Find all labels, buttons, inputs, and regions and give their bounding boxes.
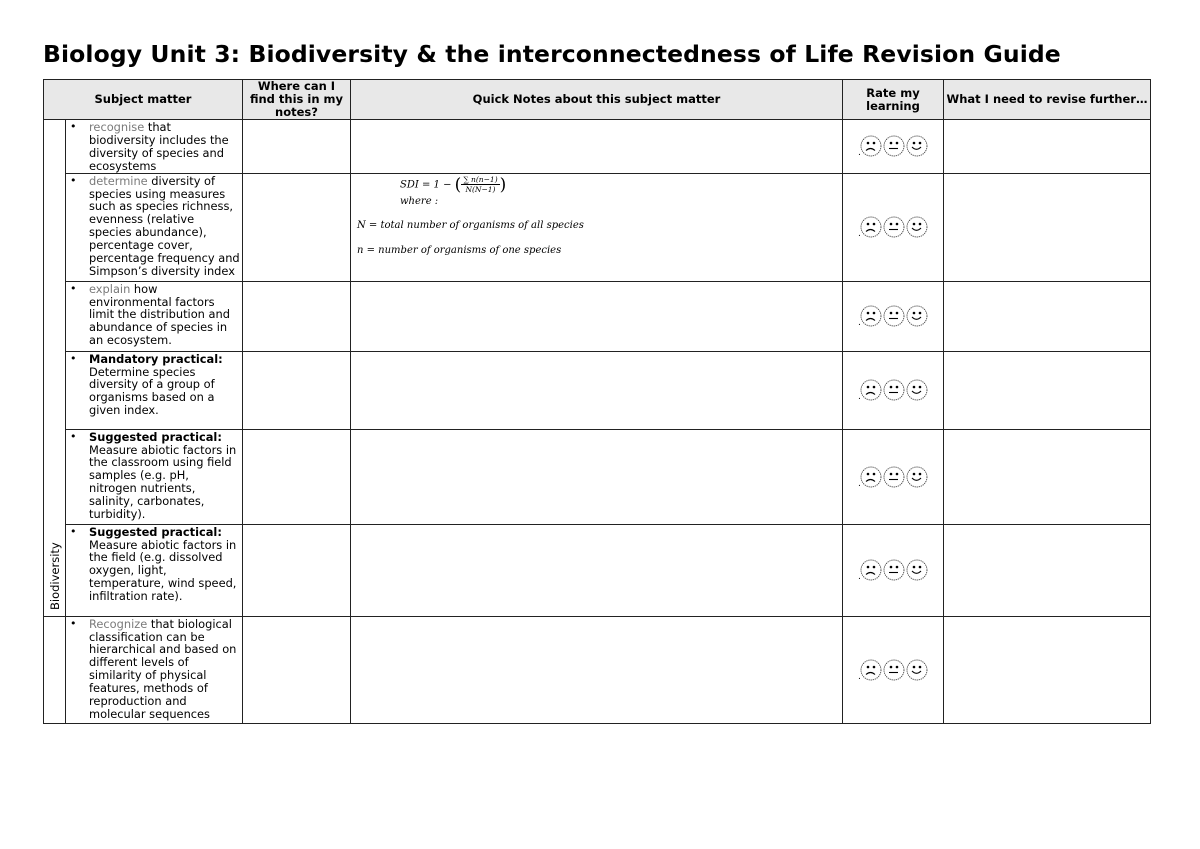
where-cell[interactable] — [243, 429, 351, 524]
rate-cell — [843, 120, 944, 174]
rating-dot: . — [858, 671, 861, 682]
happy-face-icon[interactable] — [906, 466, 928, 492]
where-cell[interactable] — [243, 120, 351, 174]
table-row — [44, 524, 1151, 616]
rate-cell — [843, 173, 944, 281]
subject-cell: • Suggested practical: Measure abiotic factors in the field (e.g. dissolved oxygen, light, temperature, wind speed, infiltration rate). — [66, 524, 243, 616]
rating-dot: . — [858, 391, 861, 402]
page-title: Biology Unit 3: Biodiversity & the interconnectedness of Life Revision Guide — [43, 40, 1061, 68]
rate-cell — [843, 351, 944, 429]
revise-cell[interactable] — [944, 351, 1151, 429]
formula-definition-n-species: n = number of organisms of one species — [357, 244, 562, 256]
topic-label: Biodiversity — [47, 541, 62, 610]
table-row — [44, 429, 1151, 524]
rating-faces — [860, 305, 928, 331]
header-notes: Quick Notes about this subject matter — [351, 80, 843, 120]
topic-cell — [44, 120, 66, 617]
rate-cell — [843, 281, 944, 351]
sdi-formula: SDI = 1 − ( $\frac{\sum n(n-1)}{N(N-1)}$ ) — [400, 174, 507, 195]
rating-dot: . — [858, 228, 861, 239]
notes-cell[interactable] — [351, 120, 843, 174]
revise-cell[interactable] — [944, 429, 1151, 524]
happy-face-icon[interactable] — [906, 559, 928, 585]
rating-faces — [860, 466, 928, 492]
subject-cell: • recognise that biodiversity includes the diversity of species and ecosystems — [66, 120, 243, 174]
revise-cell[interactable] — [944, 173, 1151, 281]
rating-dot: . — [858, 148, 861, 158]
rate-cell — [843, 524, 944, 616]
subject-cell: • determine diversity of species using measures such as species richness, evenness (relative species abundance), percentage cover, percentage frequency and Simpson’s diversity index — [66, 173, 243, 281]
rating-dot: . — [858, 478, 861, 489]
header-subject: Subject matter — [44, 80, 243, 120]
notes-cell[interactable] — [351, 524, 843, 616]
where-cell[interactable] — [243, 173, 351, 281]
where-cell[interactable] — [243, 616, 351, 723]
rating-faces — [860, 379, 928, 405]
revise-cell[interactable] — [944, 281, 1151, 351]
notes-cell[interactable] — [351, 616, 843, 723]
revision-table — [43, 79, 1151, 724]
sad-face-icon[interactable] — [860, 559, 882, 585]
subject-cell: • Suggested practical: Measure abiotic factors in the classroom using field samples (e.g. pH, nitrogen nutrients, salinity, carbonates, turbidity). — [66, 429, 243, 524]
neutral-face-icon[interactable] — [883, 659, 905, 685]
happy-face-icon[interactable] — [906, 305, 928, 331]
sad-face-icon[interactable] — [860, 466, 882, 492]
header-where: Where can I find this in my notes? — [243, 80, 351, 120]
neutral-face-icon[interactable] — [883, 305, 905, 331]
happy-face-icon[interactable] — [906, 659, 928, 685]
revise-cell[interactable] — [944, 524, 1151, 616]
revise-cell[interactable] — [944, 616, 1151, 723]
rating-faces — [860, 559, 928, 585]
rating-dot: . — [858, 571, 861, 582]
where-cell[interactable] — [243, 281, 351, 351]
table-row — [44, 351, 1151, 429]
header-rate: Rate my learning — [843, 80, 944, 120]
header-revise: What I need to revise further… — [944, 80, 1151, 120]
notes-cell[interactable] — [351, 351, 843, 429]
where-cell[interactable] — [243, 524, 351, 616]
rating-faces — [860, 216, 928, 242]
subject-cell: • Recognize that biological classification can be hierarchical and based on different levels of similarity of physical features, methods of reproduction and molecular sequences — [66, 616, 243, 723]
neutral-face-icon[interactable] — [883, 135, 905, 161]
sad-face-icon[interactable] — [860, 135, 882, 161]
happy-face-icon[interactable] — [906, 216, 928, 242]
notes-cell[interactable] — [351, 281, 843, 351]
topic-cell — [44, 616, 66, 723]
happy-face-icon[interactable] — [906, 135, 928, 161]
rating-faces — [860, 135, 928, 161]
where-cell[interactable] — [243, 351, 351, 429]
neutral-face-icon[interactable] — [883, 559, 905, 585]
formula-where: where : — [400, 195, 439, 207]
sad-face-icon[interactable] — [860, 305, 882, 331]
subject-cell: • Mandatory practical: Determine species diversity of a group of organisms based on a given index. — [66, 351, 243, 429]
notes-cell[interactable] — [351, 429, 843, 524]
table-row — [44, 616, 1151, 723]
rating-dot: . — [858, 317, 861, 328]
formula-definition-n-total: N = total number of organisms of all species — [357, 219, 584, 231]
neutral-face-icon[interactable] — [883, 466, 905, 492]
header-row — [44, 80, 1151, 120]
table-row — [44, 120, 1151, 174]
sad-face-icon[interactable] — [860, 379, 882, 405]
table-row — [44, 173, 1151, 281]
rate-cell — [843, 429, 944, 524]
rate-cell — [843, 616, 944, 723]
neutral-face-icon[interactable] — [883, 216, 905, 242]
sad-face-icon[interactable] — [860, 659, 882, 685]
revise-cell[interactable] — [944, 120, 1151, 174]
notes-cell[interactable] — [351, 173, 843, 281]
sad-face-icon[interactable] — [860, 216, 882, 242]
table-row — [44, 281, 1151, 351]
rating-faces — [860, 659, 928, 685]
happy-face-icon[interactable] — [906, 379, 928, 405]
neutral-face-icon[interactable] — [883, 379, 905, 405]
subject-cell: • explain how environmental factors limit the distribution and abundance of species in an ecosystem. — [66, 281, 243, 351]
